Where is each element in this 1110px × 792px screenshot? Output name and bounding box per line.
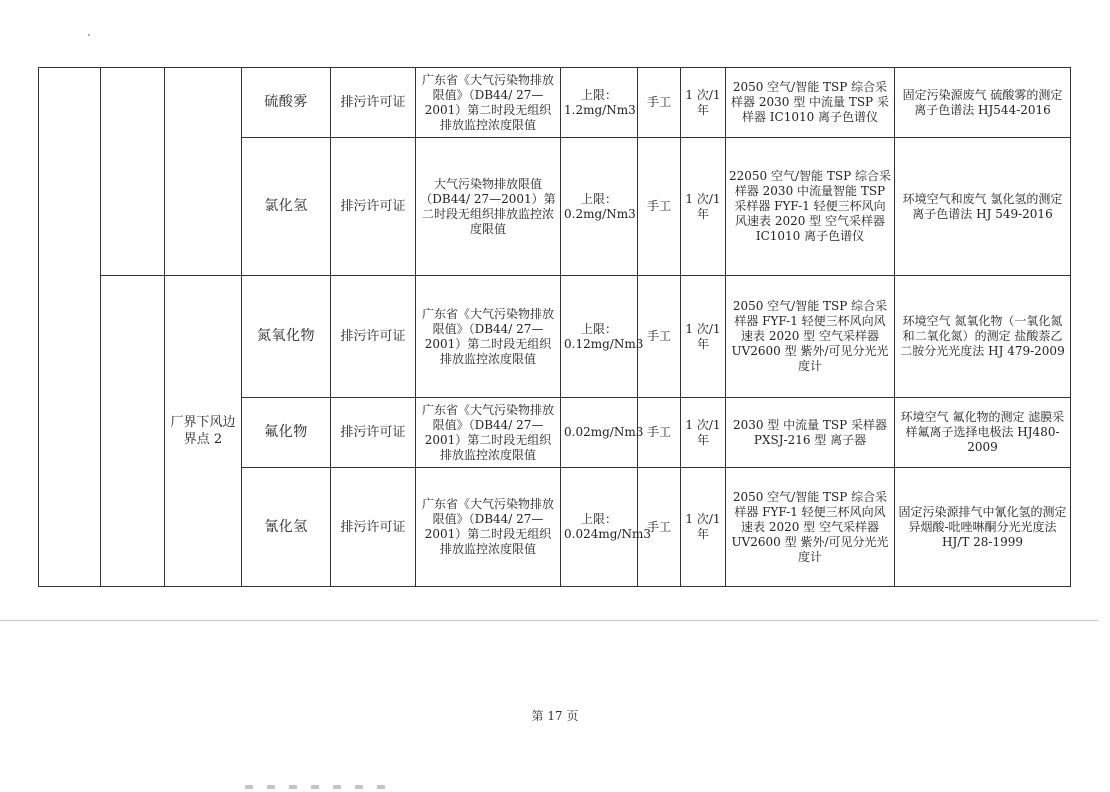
- basis-cell: 排污许可证: [331, 276, 416, 398]
- blank-cell: [165, 68, 242, 276]
- blank-cell: [39, 68, 101, 587]
- blank-cell: [101, 276, 165, 587]
- mode-cell: 手工: [638, 468, 681, 587]
- basis-cell: 排污许可证: [331, 468, 416, 587]
- mode-cell: 手工: [638, 398, 681, 468]
- limit-cell: 上限：0.2mg/Nm3: [561, 138, 638, 276]
- frequency-cell: 1 次/1年: [681, 468, 726, 587]
- standard-cell: 广东省《大气污染物排放限值》（DB44/ 27—2001）第二时段无组织排放监控浓度限值: [416, 276, 561, 398]
- page-divider: [0, 620, 1098, 621]
- table-row: [39, 68, 1071, 138]
- instrument-cell: 2050 空气/智能 TSP 综合采样器 2030 型 中流量 TSP 采样器 IC1010 离子色谱仪: [726, 68, 895, 138]
- pollutant-cell: 氰化氢: [242, 468, 331, 587]
- instrument-cell: 2030 型 中流量 TSP 采样器 PXSJ-216 型 离子器: [726, 398, 895, 468]
- faint-bleed-through: [245, 785, 395, 789]
- method-cell: 环境空气 氮氧化物（一氧化氮和二氧化氮）的测定 盐酸萘乙二胺分光光度法 HJ 479-2009: [895, 276, 1071, 398]
- pollutant-cell: 硫酸雾: [242, 68, 331, 138]
- standard-cell: 广东省《大气污染物排放限值》（DB44/ 27—2001）第二时段无组织排放监控浓度限值: [416, 68, 561, 138]
- limit-cell: 0.02mg/Nm3: [561, 398, 638, 468]
- mode-cell: 手工: [638, 68, 681, 138]
- instrument-cell: 2050 空气/智能 TSP 综合采样器 FYF-1 轻便三杯风向风速表 2020 型 空气采样器 UV2600 型 紫外/可见分光光度计: [726, 276, 895, 398]
- standard-cell: 广东省《大气污染物排放限值》（DB44/ 27—2001）第二时段无组织排放监控浓度限值: [416, 468, 561, 587]
- scan-speck: [88, 34, 90, 36]
- basis-cell: 排污许可证: [331, 68, 416, 138]
- mode-cell: 手工: [638, 276, 681, 398]
- instrument-cell: 22050 空气/智能 TSP 综合采样器 2030 中流量智能 TSP 采样器 FYF-1 轻便三杯风向风速表 2020 型 空气采样器 IC1010 离子色谱仪: [726, 138, 895, 276]
- basis-cell: 排污许可证: [331, 138, 416, 276]
- instrument-cell: 2050 空气/智能 TSP 综合采样器 FYF-1 轻便三杯风向风速表 2020 型 空气采样器 UV2600 型 紫外/可见分光光度计: [726, 468, 895, 587]
- limit-cell: 上限：0.12mg/Nm3: [561, 276, 638, 398]
- pollutant-cell: 氯化氢: [242, 138, 331, 276]
- mode-cell: 手工: [638, 138, 681, 276]
- basis-cell: 排污许可证: [331, 398, 416, 468]
- method-cell: 环境空气 氟化物的测定 滤膜采样氟离子选择电极法 HJ480-2009: [895, 398, 1071, 468]
- page-number: 第 17 页: [531, 709, 579, 723]
- blank-cell: [101, 68, 165, 276]
- frequency-cell: 1 次/1年: [681, 138, 726, 276]
- pollutant-cell: 氮氧化物: [242, 276, 331, 398]
- limit-cell: 上限：0.024mg/Nm3: [561, 468, 638, 587]
- standard-cell: 大气污染物排放限值（DB44/ 27—2001）第二时段无组织排放监控浓度限值: [416, 138, 561, 276]
- limit-cell: 上限：1.2mg/Nm3: [561, 68, 638, 138]
- method-cell: 固定污染源排气中氰化氢的测定 异烟酸-吡唑啉酮分光光度法 HJ/T 28-1999: [895, 468, 1071, 587]
- method-cell: 环境空气和废气 氯化氢的测定 离子色谱法 HJ 549-2016: [895, 138, 1071, 276]
- monitoring-point-cell: 厂界下风边界点 2: [165, 276, 242, 587]
- frequency-cell: 1 次/1年: [681, 398, 726, 468]
- table-row: [39, 276, 1071, 398]
- standard-cell: 广东省《大气污染物排放限值》（DB44/ 27—2001）第二时段无组织排放监控浓度限值: [416, 398, 561, 468]
- frequency-cell: 1 次/1年: [681, 68, 726, 138]
- frequency-cell: 1 次/1年: [681, 276, 726, 398]
- pollutant-cell: 氟化物: [242, 398, 331, 468]
- monitoring-table: [38, 67, 1071, 587]
- method-cell: 固定污染源废气 硫酸雾的测定 离子色谱法 HJ544-2016: [895, 68, 1071, 138]
